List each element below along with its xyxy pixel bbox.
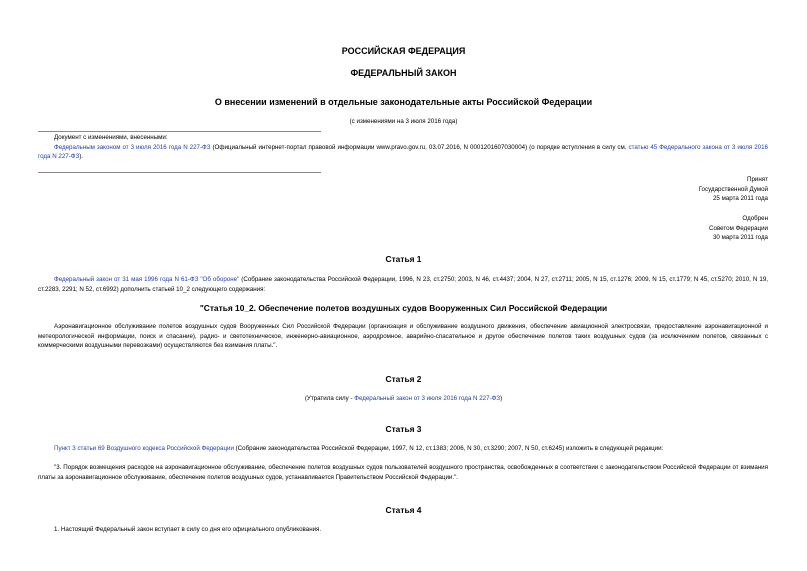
doc-type-title: ФЕДЕРАЛЬНЫЙ ЗАКОН [350, 68, 457, 78]
article-2-suffix: ) [500, 395, 503, 402]
article-10-2-body: Аэронавигационное обслуживание полетов воздушных судов Вооруженных Сил Российской Федерации (организация и обслуживание воздушного движения, обеспечение авиационной электросвязи, предоставление аэронавигационной и метеорологической информации, поиск и спасание), радио- и светотехническое, инженерно-авиационное, аэродромное, аварийно-спасательное и другое обеспечение полетов таких воздушных судов (за исключением полетов, связанных с коммерческими воздушными перевозками) осуществляются без взимания платы.". [38, 323, 768, 349]
amendment-text-1: (Официальный интернет-портал правовой информации www.pravo.gov.ru, 03.07.2016, N 0001201607030004) (о порядке вступления в силу см. [210, 143, 629, 151]
adopted-line-2: Государственной Думой [698, 185, 768, 193]
article-4-heading: Статья 4 [385, 505, 422, 515]
amendment-text-2: ). [79, 153, 83, 160]
article-1-text [38, 275, 768, 294]
article-1-heading: Статья 1 [385, 254, 422, 264]
adopted-line-1: Принят [747, 176, 768, 183]
amendments-block [38, 133, 768, 162]
divider-top [38, 131, 321, 132]
page-title: О внесении изменений в отдельные законодательные акты Российской Федерации [214, 97, 593, 107]
amendments-text [38, 143, 768, 162]
article-2-text [0, 394, 807, 404]
country-title: РОССИЙСКАЯ ФЕДЕРАЦИЯ [341, 46, 466, 56]
article-2-heading: Статья 2 [385, 374, 422, 384]
article-1-link[interactable]: Федеральный закон от 31 мая 1996 года N 61-ФЗ "Об обороне" [54, 276, 240, 283]
amendment-link-1[interactable]: Федеральным законом от 3 июля 2016 года N 227-ФЗ [54, 143, 211, 151]
article-10-2-heading: "Статья 10_2. Обеспечение полетов воздушных судов Вооруженных Сил Российской Федерации [199, 303, 608, 313]
approved-line-3: 30 марта 2011 года [712, 234, 768, 241]
article-2-prefix: (Утратила силу - [304, 395, 355, 402]
article-3-text [38, 444, 768, 454]
article-3-quote: "3. Порядок возмещения расходов на аэронавигационное обслуживание, обеспечение полетов воздушных судов пользователей воздушного пространства, освобожденных в соответствии с законодательством Российской Федерации от взимания платы за аэронавигационное обслуживание, обеспечение полетов воздушных судов, устанавливается Правительством Российской Федерации.". [38, 464, 768, 481]
adopted-block [568, 175, 768, 204]
approved-line-1: Одобрен [742, 215, 768, 222]
approved-block [568, 214, 768, 243]
edition-note: (с изменениями на 3 июля 2016 года) [349, 118, 458, 125]
article-3-body: (Собрание законодательства Российской Федерации, 1997, N 12, ст.1383; 2006, N 30, ст.3290; 2007, N 50, ст.6245) изложить в следующей редакции: [233, 445, 664, 452]
divider-bottom [38, 172, 321, 173]
approved-line-2: Советом Федерации [709, 224, 768, 232]
article-3-link[interactable]: Пункт 3 статьи 69 Воздушного кодекса Российской Федерации [54, 445, 234, 452]
article-1-body: (Собрание законодательства Российской Федерации, 1996, N 23, ст.2750; 2003, N 46, ст.4437; 2004, N 27, ст.2711; 2005, N 15, ст.1276; 2009, N 15, ст.1779; N 45, ст.5270; 2010, N 19, ст.2283, 2291; N 52, ст.6992) дополнить статьей 10_2 следующего содержания: [38, 276, 768, 293]
amendments-intro: Документ с изменениями, внесенными: [54, 134, 168, 141]
article-2-link[interactable]: Федеральный закон от 3 июля 2016 года N 227-ФЗ [354, 395, 501, 402]
article-4-item-1: 1. Настоящий Федеральный закон вступает в силу со дня его официального опубликования. [54, 526, 322, 533]
article-3-heading: Статья 3 [385, 424, 422, 434]
adopted-line-3: 25 марта 2011 года [712, 195, 768, 202]
amendment-link-2[interactable]: статью 45 Федерального закона от 3 июля 2016 года N 227-ФЗ [38, 143, 768, 160]
